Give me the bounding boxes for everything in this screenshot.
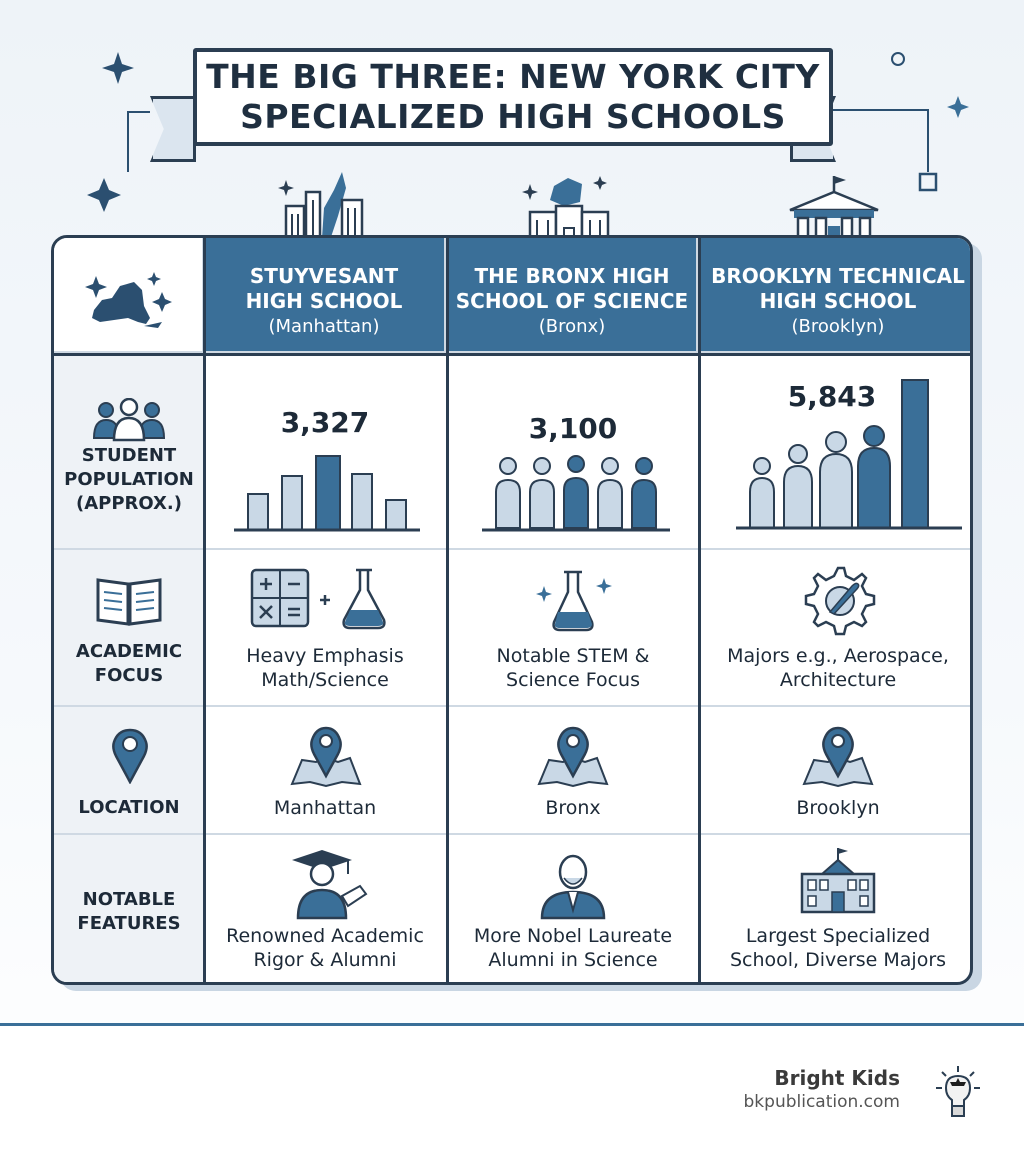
population-value: 3,100 xyxy=(528,412,618,445)
people-row-icon xyxy=(478,452,674,534)
title-banner xyxy=(193,48,833,146)
population-value: 3,327 xyxy=(280,406,370,439)
column-divider xyxy=(203,238,206,985)
school-name: BROOKLYN TECHNICAL HIGH SCHOOL xyxy=(711,264,965,313)
map-pin-icon xyxy=(110,726,150,784)
comparison-table xyxy=(51,235,973,985)
map-location-icon xyxy=(800,724,876,790)
population-value: 5,843 xyxy=(787,380,877,413)
school-borough: (Manhattan) xyxy=(268,316,380,337)
column-divider xyxy=(698,238,701,985)
people-icon xyxy=(92,398,166,442)
scientist-portrait-icon xyxy=(538,850,608,920)
flask-icon xyxy=(532,568,616,634)
school-header-stuyvesant xyxy=(204,238,446,353)
map-location-icon xyxy=(288,724,364,790)
brand-name: Bright Kids xyxy=(774,1066,900,1090)
location-text: Bronx xyxy=(545,797,601,819)
school-name: STUYVESANT HIGH SCHOOL xyxy=(245,264,403,313)
academic-focus-text: Notable STEM & Science Focus xyxy=(496,645,650,691)
sparkle-icon xyxy=(87,178,121,212)
school-building-icon xyxy=(798,844,878,916)
map-location-icon xyxy=(535,724,611,790)
gear-rocket-icon xyxy=(800,564,876,636)
square-icon xyxy=(920,174,936,190)
row-label-population: STUDENT POPULATION (APPROX.) xyxy=(64,445,194,514)
growing-people-chart-icon xyxy=(734,376,964,534)
location-text: Manhattan xyxy=(273,797,377,819)
new-york-state-map-icon xyxy=(54,238,204,353)
school-borough: (Brooklyn) xyxy=(791,316,885,337)
brand-url: bkpublication.com xyxy=(743,1092,900,1112)
sparkle-icon xyxy=(947,96,969,118)
row-divider xyxy=(54,705,973,707)
notable-features-text: Largest Specialized School, Diverse Majors xyxy=(729,925,947,971)
row-label-location: LOCATION xyxy=(78,797,180,818)
column-divider xyxy=(446,238,449,985)
row-divider xyxy=(54,548,973,550)
row-label-notable-features: NOTABLE FEATURES xyxy=(77,889,181,934)
row-label-academic-focus: ACADEMIC FOCUS xyxy=(75,641,183,686)
graduate-icon xyxy=(288,846,370,922)
notable-features-text: More Nobel Laureate Alumni in Science xyxy=(473,925,673,971)
school-name: THE BRONX HIGH SCHOOL OF SCIENCE xyxy=(455,264,689,313)
sparkle-icon xyxy=(102,52,134,84)
school-borough: (Bronx) xyxy=(538,316,606,337)
location-text: Brooklyn xyxy=(796,797,880,819)
lightbulb-icon xyxy=(934,1064,984,1122)
notable-features-text: Renowned Academic Rigor & Alumni xyxy=(226,925,424,971)
book-icon xyxy=(94,574,164,628)
row-divider xyxy=(54,833,973,835)
page-title: THE BIG THREE: NEW YORK CITY SPECIALIZED HIGH SCHOOLS xyxy=(206,57,820,136)
circle-icon xyxy=(892,53,904,65)
brand xyxy=(744,1066,900,1112)
school-header-brooklyn-tech xyxy=(700,238,973,353)
academic-focus-text: Majors e.g., Aerospace, Architecture xyxy=(727,645,949,691)
population-bar-chart-icon xyxy=(232,450,422,534)
school-header-bronx-science xyxy=(448,238,698,353)
academic-focus-text: Heavy Emphasis Math/Science xyxy=(246,645,404,691)
math-science-icon xyxy=(250,566,410,632)
corner-cell xyxy=(54,238,204,353)
